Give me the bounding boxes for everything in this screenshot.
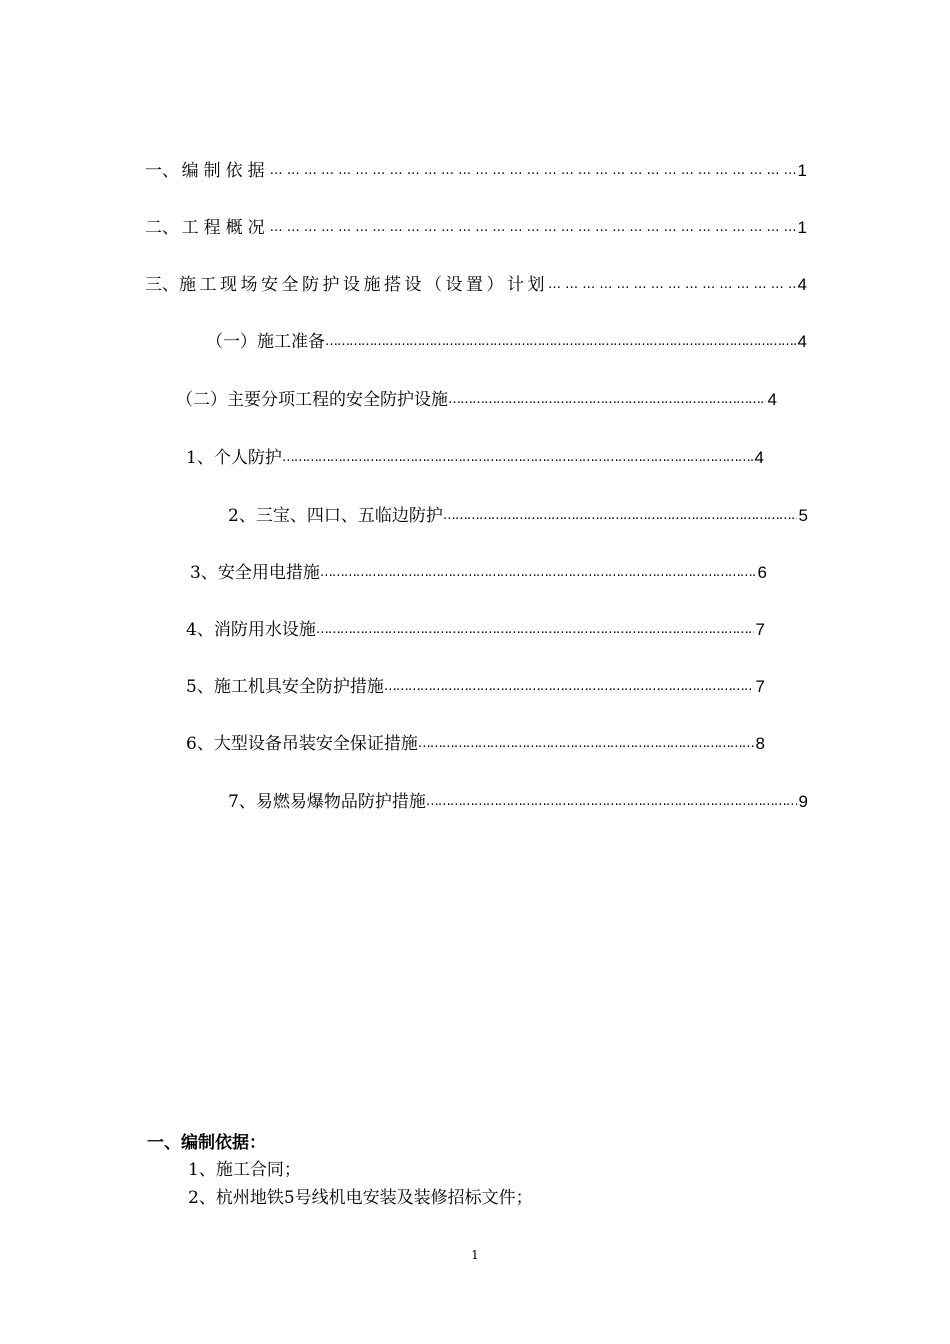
leader-dots [282,446,753,470]
toc-entry-title: 工程概况 [181,218,270,238]
leader-dots [426,790,797,814]
toc-entry-page: 4 [797,275,807,294]
toc-entry-page: 6 [757,563,767,582]
toc-entry-page: 7 [755,620,765,639]
toc-entry-page: 1 [797,218,807,237]
toc-entry[interactable] [176,388,777,412]
leader-dots [270,159,796,183]
toc-entry-page: 4 [767,390,777,409]
list-item: 2、杭州地铁5号线机电安装及装修招标文件； [188,1188,533,1208]
toc-entry-title: 编制依据 [181,161,270,181]
toc-entry-title: （二）主要分项工程的安全防护设施 [176,390,448,410]
toc-entry-number: 二、 [145,218,179,238]
list-item: 1、施工合同； [188,1160,301,1180]
toc-entry[interactable] [145,216,807,240]
toc-entry[interactable] [145,159,807,183]
toc-entry[interactable] [190,561,767,585]
leader-dots [325,330,796,354]
leader-dots [384,675,754,699]
toc-entry-title: 5、施工机具安全防护措施 [186,677,384,697]
toc-entry-title: 3、安全用电措施 [190,563,320,583]
leader-dots [418,732,754,756]
toc-entry-page: 8 [755,734,765,753]
leader-dots [320,561,756,585]
toc-entry-page: 9 [798,792,808,811]
toc-entry-number: 三、 [145,275,179,295]
toc-entry-title: 2、三宝、四口、五临边防护 [228,506,443,526]
section-heading: 一、编制依据： [147,1133,266,1153]
leader-dots [548,273,796,297]
toc-entry-title: 施工现场安全防护设施搭设（设置）计划 [179,275,548,295]
toc-entry-title: 6、大型设备吊装安全保证措施 [186,734,418,754]
toc-entry[interactable] [186,732,765,756]
toc-entry-title: 1、个人防护 [186,448,282,468]
leader-dots [316,618,754,642]
toc-entry-title: 7、易燃易爆物品防护措施 [228,792,426,812]
toc-entry-page: 4 [797,332,807,351]
page-number: 1 [471,1248,479,1262]
toc-entry-title: （一）施工准备 [206,332,325,352]
toc-entry-page: 5 [798,506,808,525]
toc-entry[interactable] [228,790,808,814]
leader-dots [443,504,797,528]
leader-dots [270,216,796,240]
toc-entry-title: 4、消防用水设施 [186,620,316,640]
toc-entry[interactable] [145,273,807,297]
toc-entry-page: 4 [754,448,764,467]
leader-dots [448,388,766,412]
toc-entry[interactable] [186,446,764,470]
toc-entry-page: 1 [797,161,807,180]
toc-entry[interactable] [186,618,765,642]
toc-entry-number: 一、 [145,161,179,181]
toc-entry[interactable] [228,504,808,528]
toc-entry[interactable] [186,675,765,699]
toc-entry-page: 7 [755,677,765,696]
toc-entry[interactable] [206,330,807,354]
